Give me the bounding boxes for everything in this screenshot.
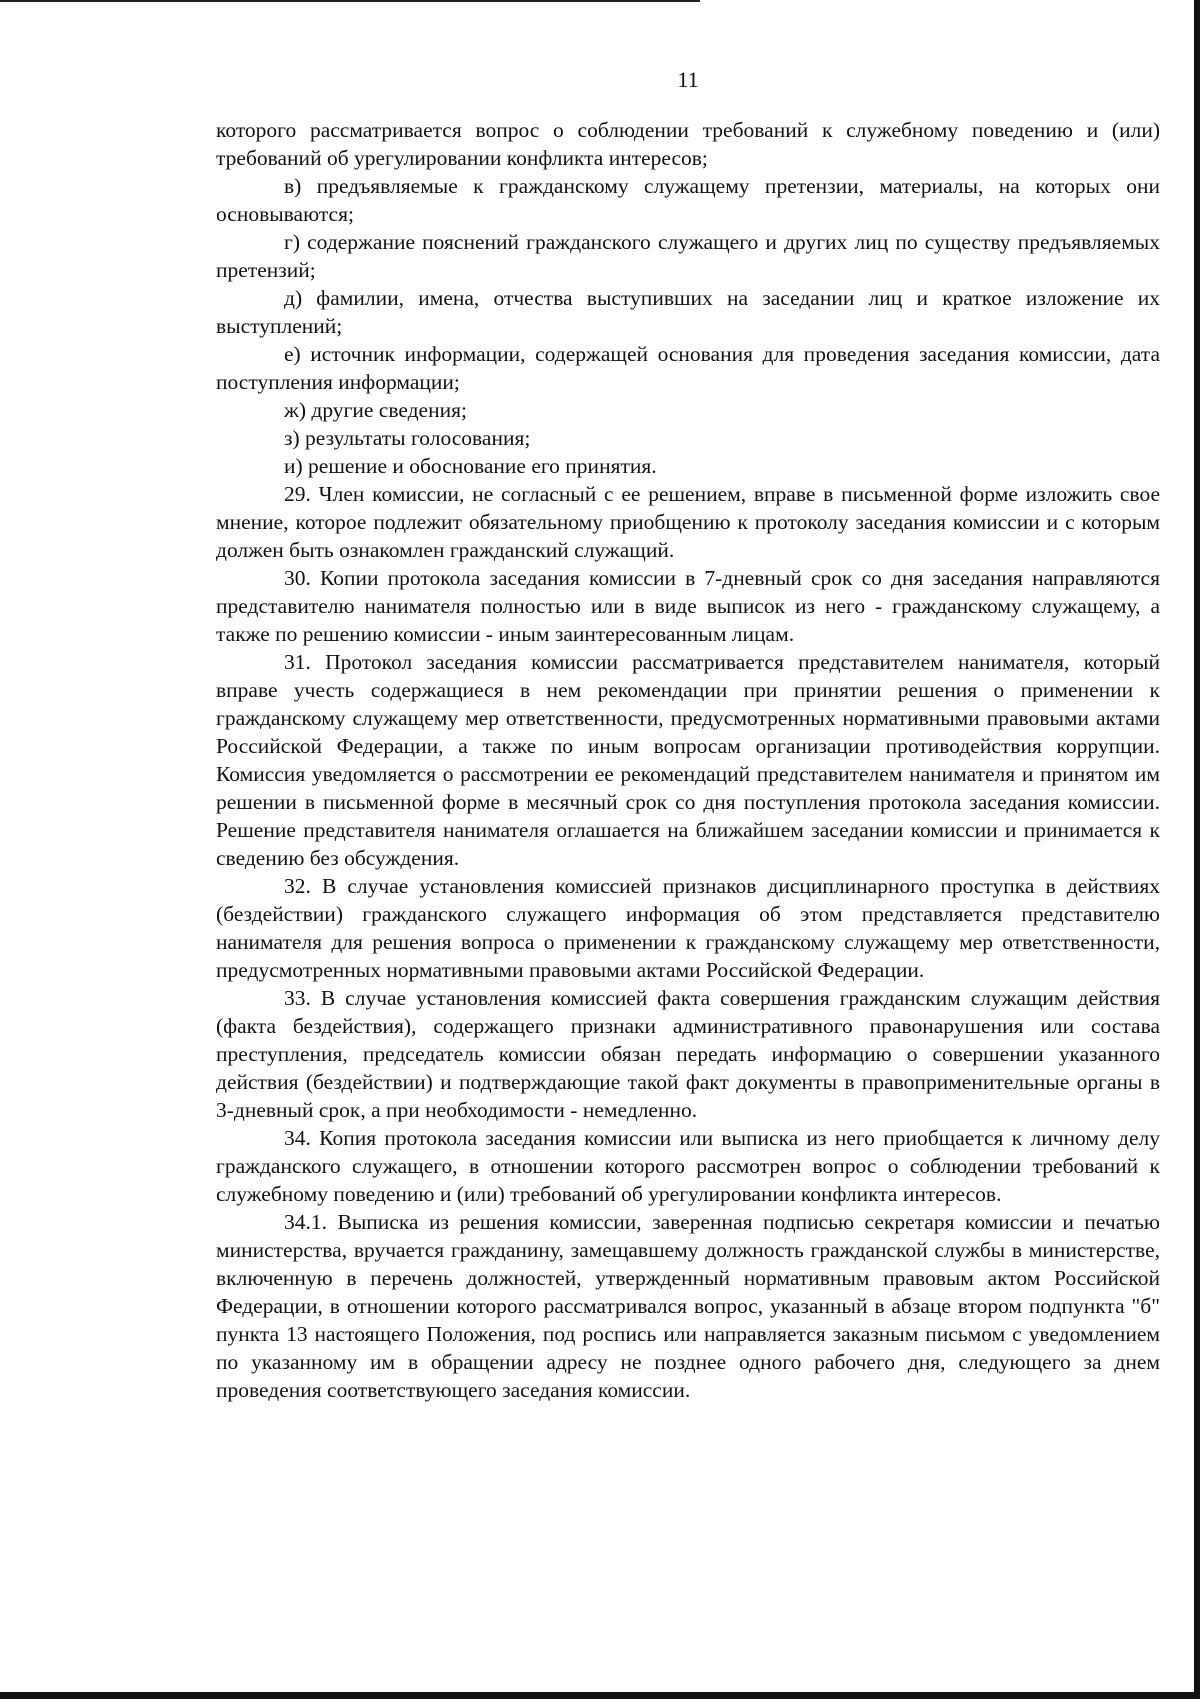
paragraph-29: 29. Член комиссии, не согласный с ее решением, вправе в письменной форме изложить свое мнение, которое подлежит обязательному приобщению к протоколу заседания комиссии и с которым должен быть ознакомлен гражданский служащий. <box>216 482 1160 562</box>
page-number: 11 <box>677 67 699 92</box>
paragraph-item-zh: ж) другие сведения; <box>284 398 467 422</box>
paragraph-continuation: которого рассматривается вопрос о соблюдении требований к служебному поведению и (или) требований об урегулировании конфликта интересов; <box>216 118 1160 170</box>
paragraph-item-d: д) фамилии, имена, отчества выступивших на заседании лиц и краткое изложение их выступлений; <box>216 286 1160 338</box>
paragraph-item-z: з) результаты голосования; <box>284 426 531 450</box>
scan-border-right <box>1194 0 1200 1699</box>
paragraph-item-e: е) источник информации, содержащей основания для проведения заседания комиссии, дата поступления информации; <box>216 342 1160 394</box>
paragraph-item-i: и) решение и обоснование его принятия. <box>284 454 657 478</box>
paragraph-33: 33. В случае установления комиссией факта совершения гражданским служащим действия (факта бездействия), содержащего признаки административного правонарушения или состава преступления, председатель комиссии обязан передать информацию о совершении указанного действия (бездействии) и подтверждающие такой факт документы в правоприменительные органы в 3-дневный срок, а при необходимости - немедленно. <box>216 986 1160 1122</box>
paragraph-item-v: в) предъявляемые к гражданскому служащему претензии, материалы, на которых они основываются; <box>216 174 1160 226</box>
paragraph-item-g: г) содержание пояснений гражданского служащего и других лиц по существу предъявляемых претензий; <box>216 230 1160 282</box>
paragraph-32: 32. В случае установления комиссией признаков дисциплинарного проступка в действиях (бездействии) гражданского служащего информация об этом представляется представителю нанимателя для решения вопроса о применении к гражданскому служащему мер ответственности, предусмотренных нормативными правовыми актами Российской Федерации. <box>216 874 1160 982</box>
document-page <box>216 66 1160 1404</box>
paragraph-34: 34. Копия протокола заседания комиссии или выписка из него приобщается к личному делу гражданского служащего, в отношении которого рассмотрен вопрос о соблюдении требований к служебному поведению и (или) требований об урегулировании конфликта интересов. <box>216 1126 1160 1206</box>
scan-border-bottom <box>0 1692 1200 1699</box>
paragraph-34-1: 34.1. Выписка из решения комиссии, заверенная подписью секретаря комиссии и печатью министерства, вручается гражданину, замещавшему должность гражданской службы в министерстве, включенную в перечень должностей, утвержденный нормативным правовым актом Российской Федерации, в отношении которого рассматривался вопрос, указанный в абзаце втором подпункта "б" пункта 13 настоящего Положения, под роспись или направляется заказным письмом с уведомлением по указанному им в обращении адресу не позднее одного рабочего дня, следующего за днем проведения соответствующего заседания комиссии. <box>216 1210 1160 1402</box>
scan-border-top <box>0 0 700 2</box>
paragraph-30: 30. Копии протокола заседания комиссии в 7-дневный срок со дня заседания направляются представителю нанимателя полностью или в виде выписок из него - гражданскому служащему, а также по решению комиссии - иным заинтересованным лицам. <box>216 566 1160 646</box>
paragraph-31: 31. Протокол заседания комиссии рассматривается представителем нанимателя, который вправе учесть содержащиеся в нем рекомендации при принятии решения о применении к гражданскому служащему мер ответственности, предусмотренных нормативными правовыми актами Российской Федерации, а также по иным вопросам организации противодействия коррупции. Комиссия уведомляется о рассмотрении ее рекомендаций представителем нанимателя и принятом им решении в письменной форме в месячный срок со дня поступления протокола заседания комиссии. Решение представителя нанимателя оглашается на ближайшем заседании комиссии и принимается к сведению без обсуждения. <box>216 650 1160 870</box>
